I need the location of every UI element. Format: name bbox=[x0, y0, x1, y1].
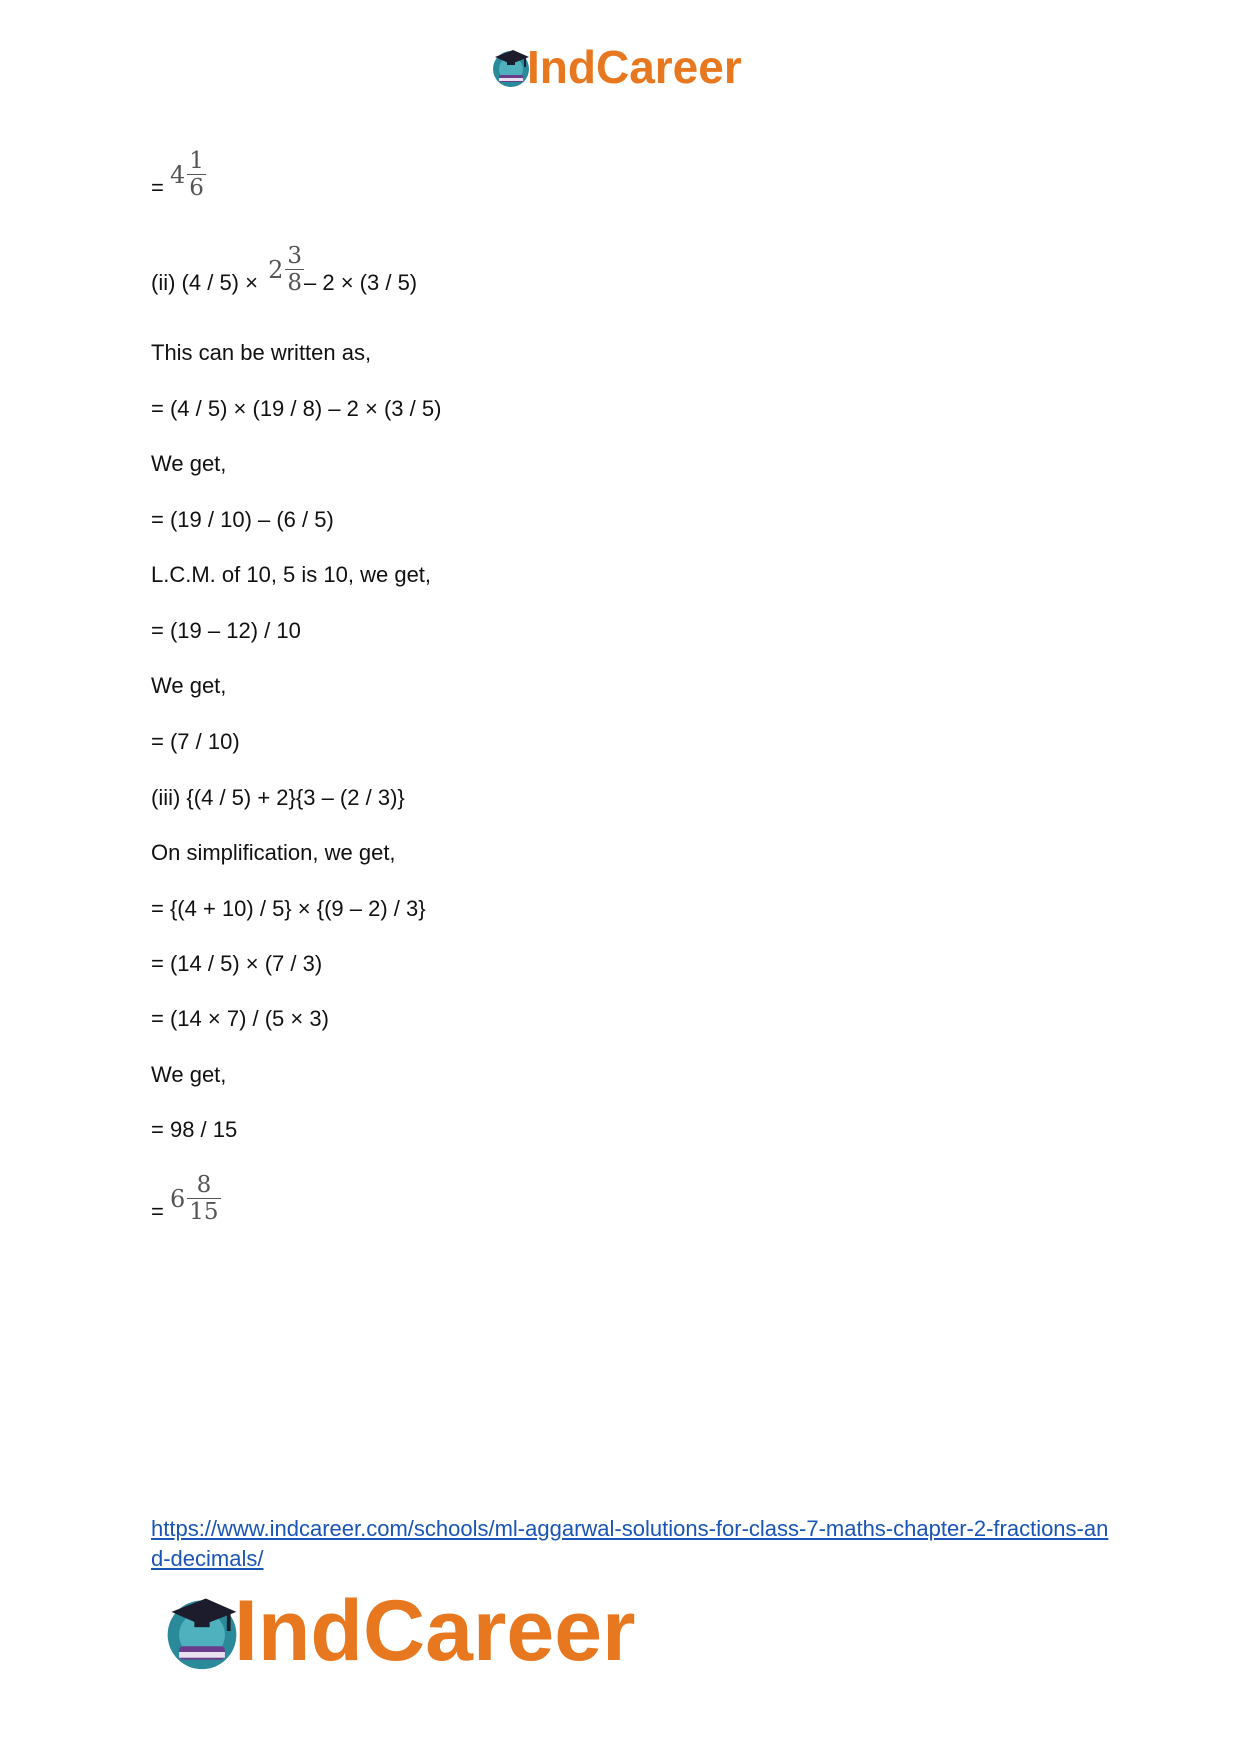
header-logo bbox=[489, 42, 742, 92]
equation-line: = (14 × 7) / (5 × 3) bbox=[151, 1006, 329, 1031]
mixed-fraction-line bbox=[151, 148, 206, 201]
logo-wordmark: IndCareer bbox=[527, 41, 742, 93]
equation-line: = 98 / 15 bbox=[151, 1117, 238, 1142]
equation-line: = (19 – 12) / 10 bbox=[151, 618, 301, 643]
fraction-denominator: 6 bbox=[189, 175, 204, 201]
mixed-fraction bbox=[268, 243, 304, 296]
text-line: We get, bbox=[151, 673, 227, 698]
fraction bbox=[285, 243, 304, 296]
text-line: We get, bbox=[151, 1062, 227, 1087]
fraction-whole: 6 bbox=[169, 1184, 186, 1213]
mixed-fraction-line bbox=[151, 1172, 221, 1225]
source-link[interactable]: https://www.indcareer.com/schools/ml-aggarwal-solutions-for-class-7-maths-chapter-2-fractions-and-decimals/ bbox=[151, 1516, 1109, 1571]
fraction-denominator: 15 bbox=[189, 1199, 219, 1225]
fraction-whole: 4 bbox=[169, 160, 186, 189]
mixed-fraction bbox=[170, 1172, 221, 1225]
fraction-whole: 2 bbox=[268, 255, 284, 284]
text-line: L.C.M. of 10, 5 is 10, we get, bbox=[151, 562, 432, 587]
fraction-numerator: 1 bbox=[189, 148, 204, 174]
fraction-numerator: 3 bbox=[287, 243, 303, 269]
fraction bbox=[187, 148, 206, 201]
text-line: This can be written as, bbox=[151, 340, 372, 365]
equation-line: = (7 / 10) bbox=[151, 729, 240, 754]
fraction bbox=[187, 1172, 220, 1225]
problem-ii-prefix: (ii) (4 / 5) × bbox=[151, 270, 258, 295]
mixed-fraction bbox=[170, 148, 206, 201]
fraction-numerator: 8 bbox=[196, 1172, 212, 1198]
text-line: We get, bbox=[151, 451, 227, 476]
text-line: On simplification, we get, bbox=[151, 840, 396, 865]
problem-ii-suffix: – 2 × (3 / 5) bbox=[304, 270, 418, 295]
equation-line: = {(4 + 10) / 5} × {(9 – 2) / 3} bbox=[151, 896, 426, 921]
fraction-denominator: 8 bbox=[287, 270, 303, 296]
graduation-globe-icon bbox=[160, 1589, 244, 1673]
equation-line: = (19 / 10) – (6 / 5) bbox=[151, 507, 334, 532]
equation-line: = (14 / 5) × (7 / 3) bbox=[151, 951, 323, 976]
equation-line: = (4 / 5) × (19 / 8) – 2 × (3 / 5) bbox=[151, 396, 442, 421]
problem-ii-line bbox=[151, 243, 417, 296]
footer-logo bbox=[160, 1583, 636, 1679]
equals-sign: = bbox=[151, 175, 164, 200]
logo-wordmark: IndCareer bbox=[234, 1583, 636, 1679]
problem-iii-line: (iii) {(4 / 5) + 2}{3 – (2 / 3)} bbox=[151, 785, 405, 810]
equals-sign: = bbox=[151, 1199, 164, 1224]
